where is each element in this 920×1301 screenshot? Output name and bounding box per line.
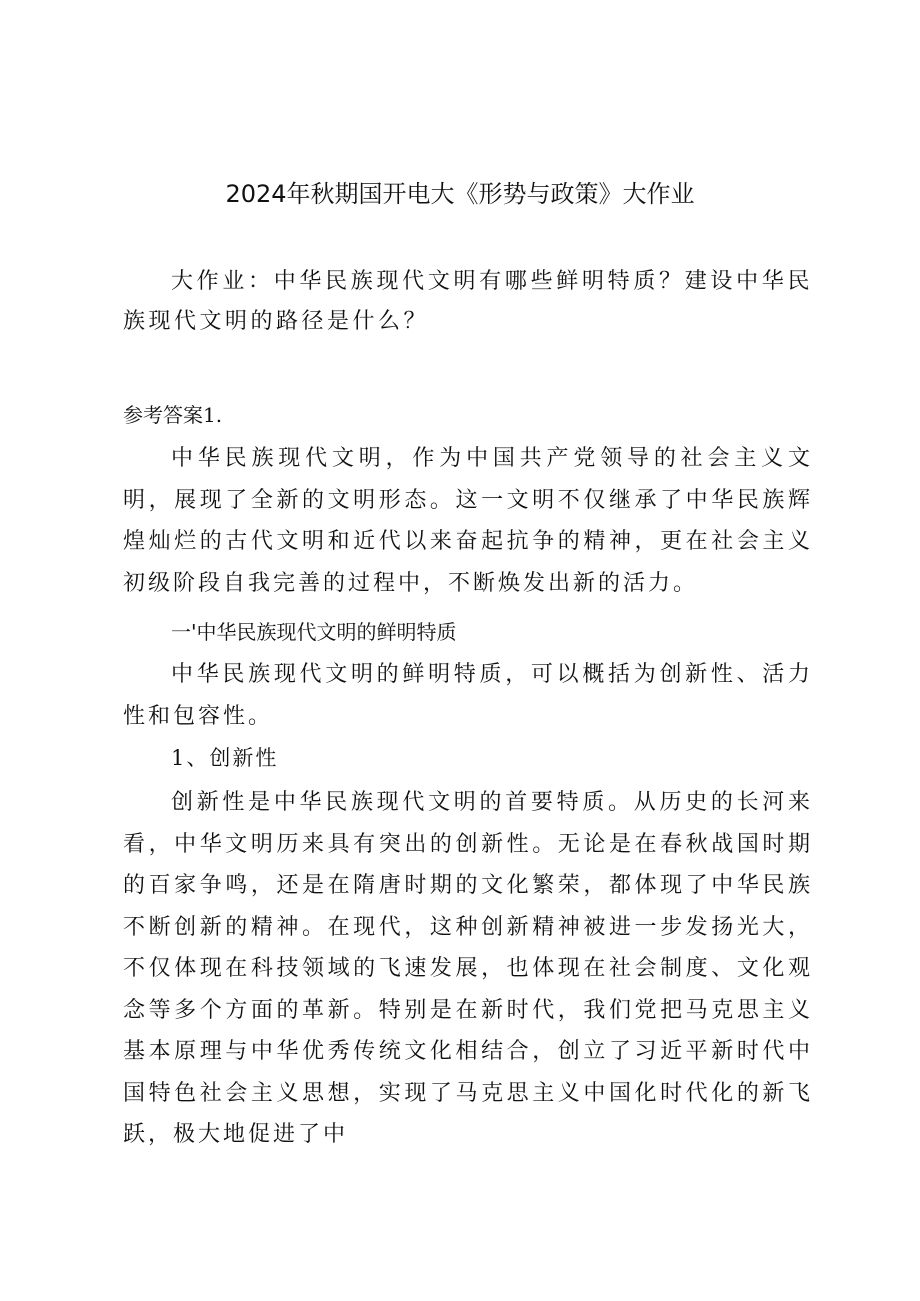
- document-title: 2024年秋期国开电大《形势与政策》大作业: [225, 180, 695, 208]
- paragraph-innovation: 创新性是中华民族现代文明的首要特质。从历史的长河来看，中华文明历来具有突出的创新性。无论是在春秋战国时期的百家争鸣，还是在隋唐时期的文化繁荣，都体现了中华民族不断创新的精神。在现代，这种创新精神被进一步发扬光大，不仅体现在科技领域的飞速发展，也体现在社会制度、文化观念等多个方面的革新。特别是在新时代，我们党把马克思主义基本原理与中华优秀传统文化相结合，创立了习近平新时代中国特色社会主义思想，实现了马克思主义中国化时代化的新飞跃，极大地促进了中: [123, 790, 813, 1147]
- assignment-question: 大作业：中华民族现代文明有哪些鲜明特质？建设中华民族现代文明的路径是什么？: [123, 269, 813, 334]
- paragraph-intro: 中华民族现代文明，作为中国共产党领导的社会主义文明，展现了全新的文明形态。这一文明不仅继承了中华民族辉煌灿烂的古代文明和近代以来奋起抗争的精神，更在社会主义初级阶段自我完善的过程中，不断焕发出新的活力。: [123, 446, 813, 596]
- answer-heading: [123, 398, 222, 432]
- subheading-innovation: 1、创新性: [171, 746, 279, 770]
- answer-number: 1.: [203, 403, 223, 427]
- section-heading: 一'中华民族现代文明的鲜明特质: [171, 620, 457, 644]
- paragraph-summary: 中华民族现代文明的鲜明特质，可以概括为创新性、活力性和包容性。: [123, 662, 813, 729]
- answer-label: 参考答案: [123, 403, 203, 427]
